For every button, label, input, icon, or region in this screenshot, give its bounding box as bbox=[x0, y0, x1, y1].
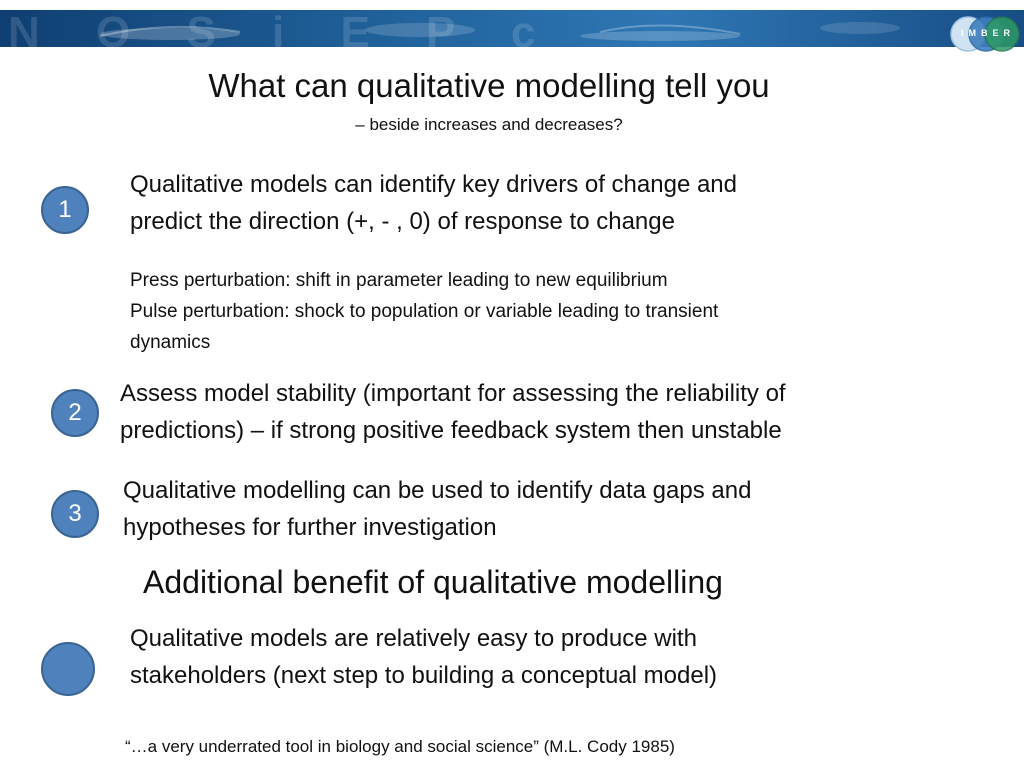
extra-point-line-2: stakeholders (next step to building a conceptual model) bbox=[130, 662, 718, 689]
point-1-details bbox=[130, 265, 930, 358]
cody-quote: “…a very underrated tool in biology and social science” (M.L. Cody 1985) bbox=[125, 737, 675, 756]
extra-point-badge bbox=[41, 642, 95, 696]
pulse-perturbation-text-cont: dynamics bbox=[130, 332, 211, 353]
point-3-line-2: hypotheses for further investigation bbox=[123, 514, 497, 541]
point-1-line-1: Qualitative models can identify key drivers of change and bbox=[130, 171, 737, 198]
point-3-line-1: Qualitative modelling can be used to identify data gaps and bbox=[123, 477, 752, 504]
pulse-perturbation-text: Pulse perturbation: shock to population or variable leading to transient bbox=[130, 301, 719, 322]
point-2-line-1: Assess model stability (important for assessing the reliability of bbox=[120, 380, 786, 407]
point-2-line-2: predictions) – if strong positive feedback system then unstable bbox=[120, 417, 782, 444]
slide-title: What can qualitative modelling tell you bbox=[208, 67, 770, 104]
imber-logo bbox=[950, 14, 1020, 54]
header-banner bbox=[0, 10, 1024, 47]
press-perturbation-text: Press perturbation: shift in parameter leading to new equilibrium bbox=[130, 270, 668, 291]
extra-point-line-1: Qualitative models are relatively easy to produce with bbox=[130, 625, 697, 652]
banner-text: N O S i E P c bbox=[8, 10, 558, 47]
point-1-line-2: predict the direction (+, - , 0) of response to change bbox=[130, 208, 675, 235]
point-3-badge: 3 bbox=[51, 490, 99, 538]
slide-subtitle: – beside increases and decreases? bbox=[355, 115, 623, 134]
point-2-badge: 2 bbox=[51, 389, 99, 437]
logo-text: IMBER bbox=[961, 28, 1015, 38]
additional-benefit-heading: Additional benefit of qualitative modelling bbox=[143, 564, 723, 600]
point-2-text bbox=[120, 375, 1000, 449]
point-1-text bbox=[130, 166, 930, 240]
point-1-badge: 1 bbox=[41, 186, 89, 234]
extra-point-text bbox=[130, 620, 950, 694]
point-3-text bbox=[123, 472, 983, 546]
